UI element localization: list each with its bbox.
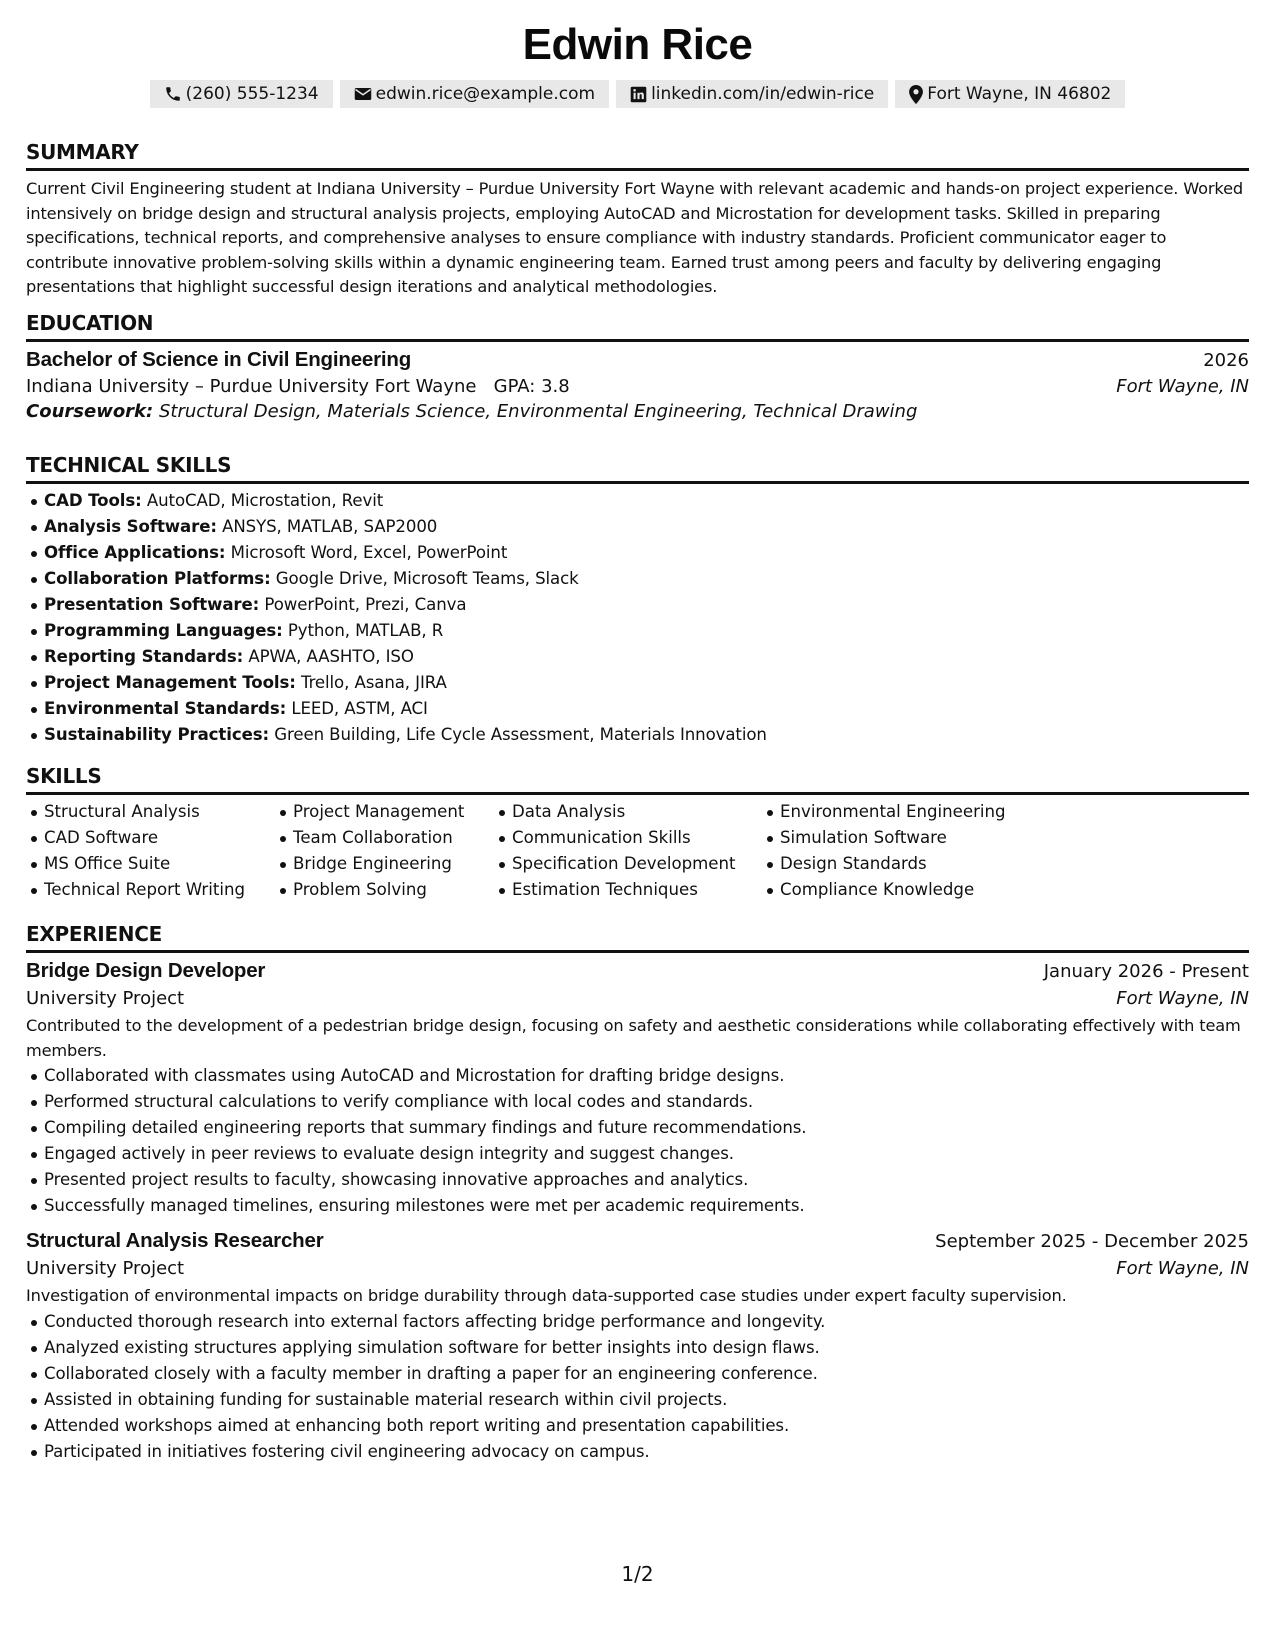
skills-column bbox=[494, 799, 762, 903]
coursework-line bbox=[26, 401, 1249, 422]
tech-skill-value: ANSYS, MATLAB, SAP2000 bbox=[222, 517, 438, 536]
job-description: Investigation of environmental impacts on bridge durability through data-supported case studies under expert faculty supervision. bbox=[26, 1286, 1067, 1305]
tech-skill-label: Programming Languages: bbox=[44, 621, 283, 640]
tech-skill-item bbox=[26, 670, 1249, 696]
job-bullet: Attended workshops aimed at enhancing both report writing and presentation capabilities. bbox=[26, 1413, 1249, 1439]
tech-skill-item bbox=[26, 540, 1249, 566]
skill-item: Technical Report Writing bbox=[26, 877, 275, 903]
skill-item: Estimation Techniques bbox=[494, 877, 762, 903]
phone-icon bbox=[164, 85, 182, 103]
tech-skill-value: Python, MATLAB, R bbox=[287, 621, 444, 640]
skill-item: Communication Skills bbox=[494, 825, 762, 851]
job-bullet: Collaborated with classmates using AutoCAD and Microstation for drafting bridge designs. bbox=[26, 1063, 1249, 1089]
map-pin-icon bbox=[909, 85, 923, 104]
experience-heading: EXPERIENCE bbox=[26, 922, 1249, 953]
job-location: Fort Wayne, IN bbox=[1116, 988, 1249, 1009]
skill-item: CAD Software bbox=[26, 825, 275, 851]
skill-item: MS Office Suite bbox=[26, 851, 275, 877]
skill-item: Simulation Software bbox=[762, 825, 1006, 851]
linkedin-chip[interactable] bbox=[616, 80, 888, 108]
job-bullet: Successfully managed timelines, ensuring milestones were met per academic requirements. bbox=[26, 1193, 1249, 1219]
summary-section bbox=[26, 140, 1249, 300]
skills-section bbox=[26, 764, 1249, 903]
skills-column bbox=[762, 799, 1006, 903]
tech-skill-item bbox=[26, 592, 1249, 618]
job-location: Fort Wayne, IN bbox=[1116, 1258, 1249, 1279]
skills-column bbox=[26, 799, 275, 903]
skill-item: Project Management bbox=[275, 799, 494, 825]
job-entry bbox=[26, 1229, 1249, 1465]
education-heading: EDUCATION bbox=[26, 311, 1249, 342]
envelope-icon bbox=[354, 86, 372, 102]
tech-skill-label: Collaboration Platforms: bbox=[44, 569, 271, 588]
tech-skill-label: Presentation Software: bbox=[44, 595, 260, 614]
job-bullet: Engaged actively in peer reviews to evaluate design integrity and suggest changes. bbox=[26, 1141, 1249, 1167]
skills-column bbox=[275, 799, 494, 903]
tech-skill-item bbox=[26, 618, 1249, 644]
summary-text: Current Civil Engineering student at Indiana University – Purdue University Fort Wayne with relevant academic and hands-on project experience. Worked intensively on bridge design and structural analysis projects, employing AutoCAD and Microstation for development tasks. Skilled in preparing specifications, technical reports, and comprehensive analyses to ensure compliance with industry standards. Proficient communicator eager to contribute innovative problem-solving skills within a dynamic engineering team. Earned trust among peers and faculty by delivering engaging presentations that highlight successful design iterations and analytical methodologies. bbox=[26, 179, 1244, 296]
email-text: edwin.rice@example.com bbox=[375, 84, 596, 104]
technical-skills-section bbox=[26, 453, 1249, 748]
job-dates: January 2026 - Present bbox=[1043, 961, 1249, 982]
skill-item: Environmental Engineering bbox=[762, 799, 1006, 825]
tech-skill-label: Environmental Standards: bbox=[44, 699, 287, 718]
tech-skill-item bbox=[26, 488, 1249, 514]
tech-skill-value: LEED, ASTM, ACI bbox=[291, 699, 428, 718]
tech-skill-value: Microsoft Word, Excel, PowerPoint bbox=[230, 543, 508, 562]
tech-skill-label: Sustainability Practices: bbox=[44, 725, 270, 744]
location-text: Fort Wayne, IN 46802 bbox=[927, 84, 1112, 104]
skills-heading: SKILLS bbox=[26, 764, 1249, 795]
education-degree-row bbox=[26, 348, 1249, 372]
skill-item: Data Analysis bbox=[494, 799, 762, 825]
skill-item: Design Standards bbox=[762, 851, 1006, 877]
location-chip[interactable] bbox=[895, 80, 1125, 108]
tech-skill-label: Project Management Tools: bbox=[44, 673, 296, 692]
degree-name: Bachelor of Science in Civil Engineering bbox=[26, 348, 412, 371]
school-name: Indiana University – Purdue University Fort Wayne bbox=[26, 376, 477, 397]
page-number: 1/2 bbox=[621, 1562, 654, 1586]
tech-skill-value: APWA, AASHTO, ISO bbox=[248, 647, 414, 666]
job-entry bbox=[26, 959, 1249, 1219]
experience-section bbox=[26, 922, 1249, 1465]
tech-skill-label: Office Applications: bbox=[44, 543, 226, 562]
job-title: Bridge Design Developer bbox=[26, 959, 266, 982]
linkedin-text: linkedin.com/in/edwin-rice bbox=[651, 84, 875, 104]
education-section bbox=[26, 311, 1249, 422]
candidate-name: Edwin Rice bbox=[522, 20, 753, 69]
job-dates: September 2025 - December 2025 bbox=[935, 1231, 1249, 1252]
tech-skill-label: CAD Tools: bbox=[44, 491, 142, 510]
phone-chip[interactable] bbox=[150, 80, 333, 108]
job-bullet: Compiling detailed engineering reports that summary findings and future recommendations. bbox=[26, 1115, 1249, 1141]
job-bullet: Assisted in obtaining funding for sustainable material research within civil projects. bbox=[26, 1387, 1249, 1413]
tech-skill-item bbox=[26, 722, 1249, 748]
tech-skill-label: Reporting Standards: bbox=[44, 647, 244, 666]
job-bullets bbox=[26, 1063, 1249, 1219]
contact-bar bbox=[0, 80, 1275, 108]
tech-skill-value: Google Drive, Microsoft Teams, Slack bbox=[275, 569, 579, 588]
education-school-row bbox=[26, 376, 1249, 397]
skill-item: Structural Analysis bbox=[26, 799, 275, 825]
skill-item: Specification Development bbox=[494, 851, 762, 877]
tech-skill-value: Trello, Asana, JIRA bbox=[300, 673, 447, 692]
school-line bbox=[26, 376, 570, 397]
job-org-row bbox=[26, 1258, 1249, 1279]
job-header-row bbox=[26, 959, 1249, 983]
tech-skill-label: Analysis Software: bbox=[44, 517, 217, 536]
technical-skills-list bbox=[26, 488, 1249, 748]
gpa: GPA: 3.8 bbox=[493, 376, 570, 397]
job-org: University Project bbox=[26, 1258, 185, 1279]
summary-heading: SUMMARY bbox=[26, 140, 1249, 171]
job-bullet: Conducted thorough research into external factors affecting bridge performance and longevity. bbox=[26, 1309, 1249, 1335]
tech-skill-value: PowerPoint, Prezi, Canva bbox=[264, 595, 467, 614]
email-chip[interactable] bbox=[340, 80, 609, 108]
job-bullet: Presented project results to faculty, showcasing innovative approaches and analytics. bbox=[26, 1167, 1249, 1193]
tech-skill-item bbox=[26, 566, 1249, 592]
skill-item: Compliance Knowledge bbox=[762, 877, 1006, 903]
job-org-row bbox=[26, 988, 1249, 1009]
coursework-text: Structural Design, Materials Science, Environmental Engineering, Technical Drawing bbox=[158, 401, 918, 422]
tech-skill-value: Green Building, Life Cycle Assessment, Materials Innovation bbox=[274, 725, 767, 744]
tech-skill-item bbox=[26, 514, 1249, 540]
job-bullets bbox=[26, 1309, 1249, 1465]
tech-skill-value: AutoCAD, Microstation, Revit bbox=[146, 491, 384, 510]
skill-item: Problem Solving bbox=[275, 877, 494, 903]
tech-skill-item bbox=[26, 644, 1249, 670]
job-header-row bbox=[26, 1229, 1249, 1253]
technical-skills-heading: TECHNICAL SKILLS bbox=[26, 453, 1249, 484]
skills-grid bbox=[26, 799, 1249, 903]
graduation-year: 2026 bbox=[1203, 350, 1249, 371]
linkedin-icon bbox=[630, 86, 647, 103]
tech-skill-item bbox=[26, 696, 1249, 722]
job-title: Structural Analysis Researcher bbox=[26, 1229, 324, 1252]
coursework-label: Coursework: bbox=[26, 401, 154, 422]
skill-item: Team Collaboration bbox=[275, 825, 494, 851]
job-bullet: Performed structural calculations to verify compliance with local codes and standards. bbox=[26, 1089, 1249, 1115]
phone-text: (260) 555-1234 bbox=[185, 84, 319, 104]
job-bullet: Analyzed existing structures applying simulation software for better insights into design flaws. bbox=[26, 1335, 1249, 1361]
job-org: University Project bbox=[26, 988, 185, 1009]
skill-item: Bridge Engineering bbox=[275, 851, 494, 877]
job-bullet: Participated in initiatives fostering civil engineering advocacy on campus. bbox=[26, 1439, 1249, 1465]
job-description: Contributed to the development of a pedestrian bridge design, focusing on safety and aesthetic considerations while collaborating effectively with team members. bbox=[26, 1016, 1241, 1060]
job-bullet: Collaborated closely with a faculty member in drafting a paper for an engineering conference. bbox=[26, 1361, 1249, 1387]
school-location: Fort Wayne, IN bbox=[1116, 376, 1249, 397]
